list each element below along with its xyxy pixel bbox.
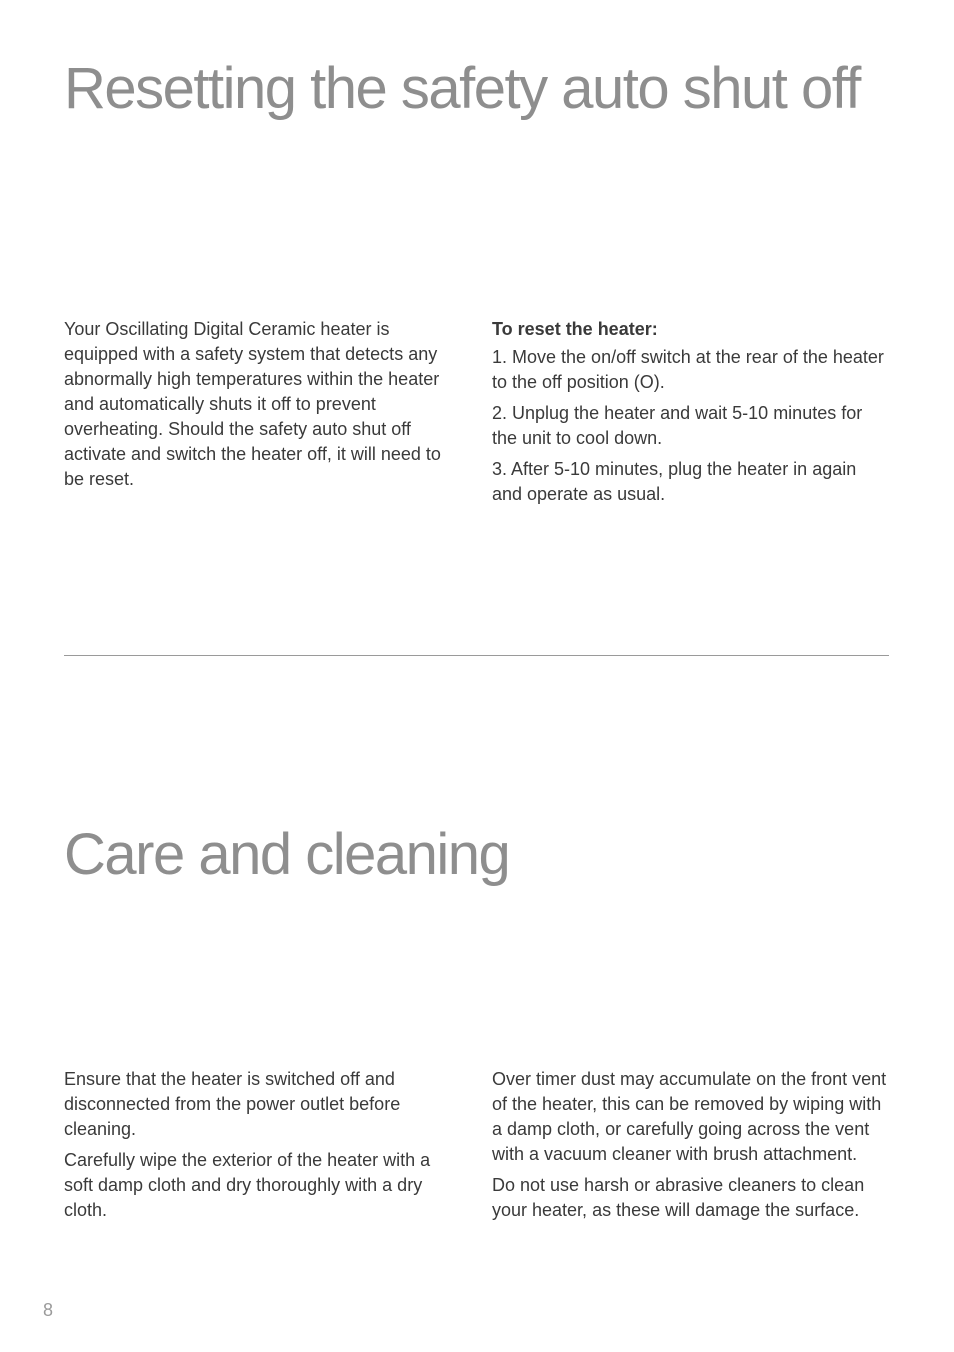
care-right-column xyxy=(492,1067,888,1229)
reset-step-2: 2. Unplug the heater and wait 5-10 minutes for the unit to cool down. xyxy=(492,403,863,448)
reset-intro-column xyxy=(64,317,456,498)
reset-section-title: Resetting the safety auto shut off xyxy=(64,56,860,121)
reset-intro-paragraph: Your Oscillating Digital Ceramic heater is equipped with a safety system that detects any abnormally high temperatures within the heater and automatically shuts it off to prevent overheating. Should the safety auto shut off activate and switch the heater off, it will need to be reset. xyxy=(64,319,441,489)
reset-steps-heading: To reset the heater: xyxy=(492,319,658,339)
section-divider xyxy=(64,655,889,656)
reset-step-1: 1. Move the on/off switch at the rear of the heater to the off position (O). xyxy=(492,347,884,392)
reset-step-3: 3. After 5-10 minutes, plug the heater in again and operate as usual. xyxy=(492,459,857,504)
page-number: 8 xyxy=(43,1300,54,1320)
care-paragraph-no-abrasives: Do not use harsh or abrasive cleaners to clean your heater, as these will damage the surface. xyxy=(492,1175,865,1220)
care-left-column xyxy=(64,1067,456,1229)
care-paragraph-switch-off: Ensure that the heater is switched off and disconnected from the power outlet before cleaning. xyxy=(64,1069,401,1139)
reset-steps-column xyxy=(492,317,884,513)
care-section-title: Care and cleaning xyxy=(64,822,510,887)
care-paragraph-dust: Over timer dust may accumulate on the front vent of the heater, this can be removed by wiping with a damp cloth, or carefully going across the vent with a vacuum cleaner with brush attachment. xyxy=(492,1069,887,1164)
care-paragraph-wipe-exterior: Carefully wipe the exterior of the heater with a soft damp cloth and dry thoroughly with a dry cloth. xyxy=(64,1150,431,1220)
